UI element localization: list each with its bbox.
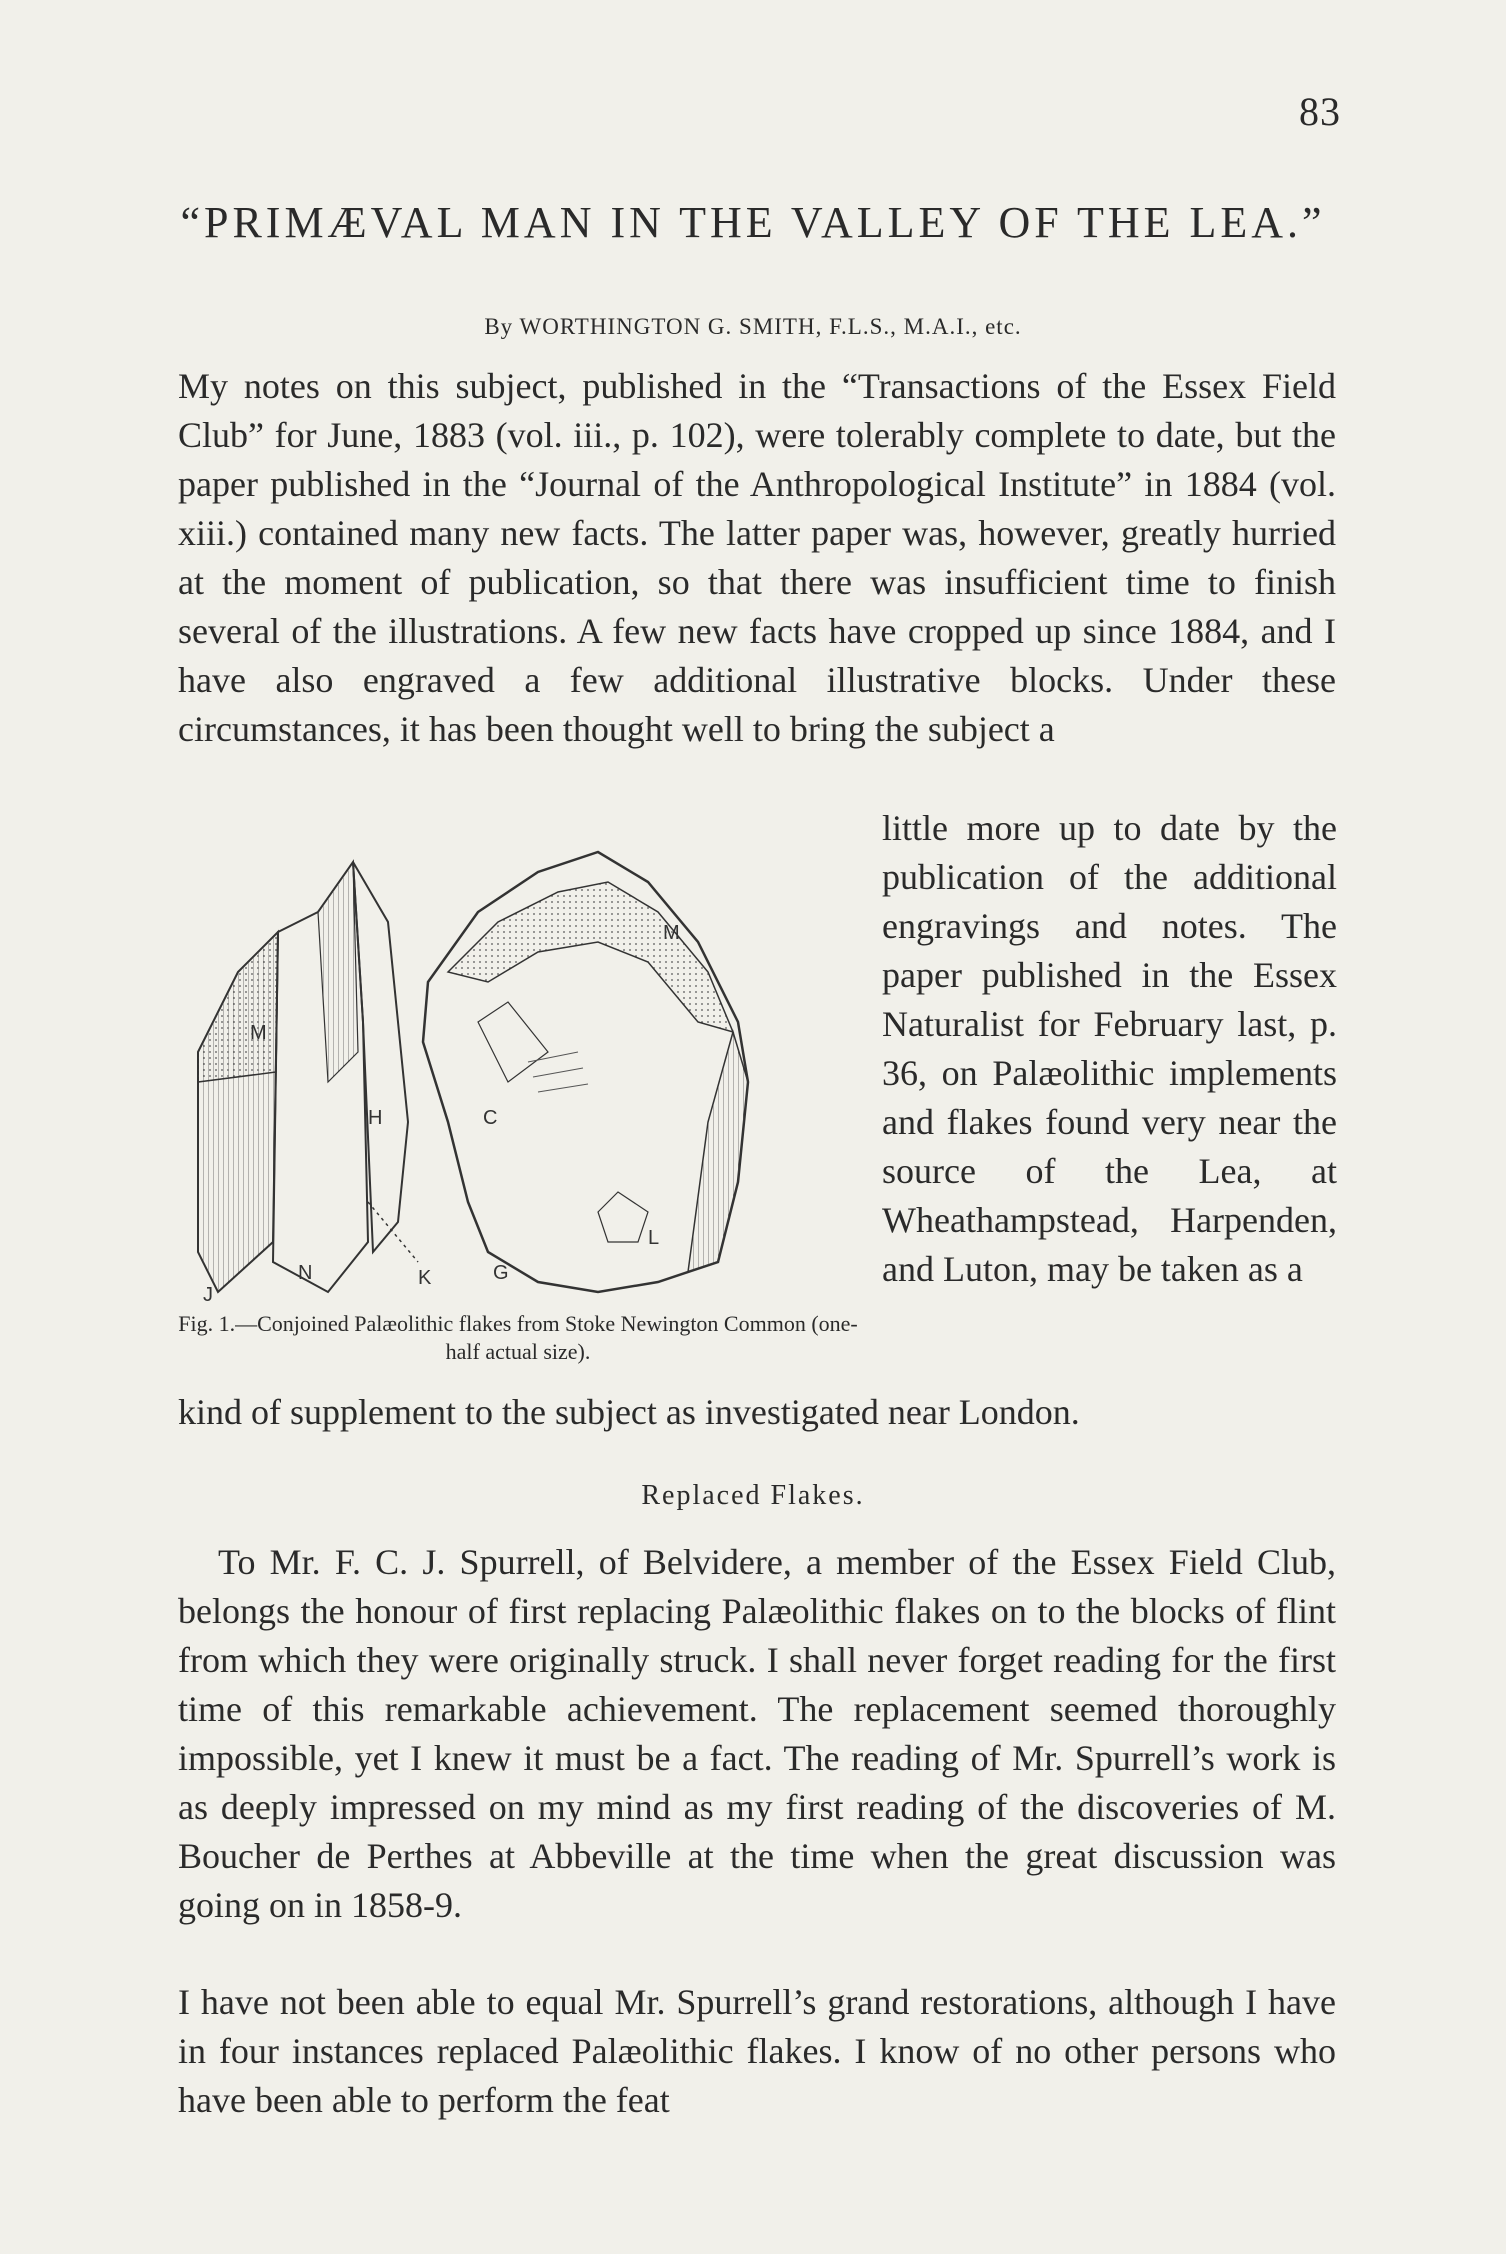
paragraph-intro: My notes on this subject, published in the “Transactions of the Essex Field Club” for June, 1883 (vol. iii., p. 102), were tolerably complete to date, but the paper published in the “Journal of the Anthropological Institute” in 1884 (vol. xiii.) contained many new facts. The latter paper was, however, greatly hurried at the moment of publication, so that there was insufficient time to finish several of the illustrations. A few new facts have cropped up since 1884, and I have also engraved a few additional illustrative blocks. Under these circumstances, it has been thought well to bring the subject a [178, 366, 1336, 749]
paragraph-intro-end: kind of supplement to the subject as investigated near London. [178, 1392, 1080, 1432]
page-number: 83 [1299, 89, 1341, 134]
paragraph-replaced-flakes: To Mr. F. C. J. Spurrell, of Belvidere, a member of the Essex Field Club, belongs the honour of first replacing Palæolithic flakes on to the blocks of flint from which they were originally struck. I shall never forget reading for the first time of this remarkable achievement. The replacement seemed thoroughly impossible, yet I knew it must be a fact. The reading of Mr. Spurrell’s work is as deeply impressed on my mind as my first reading of the discoveries of M. Boucher de Perthes at Abbeville at the time when the great discussion was going on in 1858-9. [178, 1542, 1336, 1925]
section-heading: Replaced Flakes. [641, 1480, 865, 1511]
figure-caption: Fig. 1.—Conjoined Palæolithic flakes from Stoke Newington Common (one-half actual size). [178, 1311, 858, 1364]
label-j: J [203, 1284, 213, 1306]
author-byline: By WORTHINGTON G. SMITH, F.L.S., M.A.I., etc. [484, 314, 1022, 339]
flint-flakes-illustration [178, 822, 858, 1312]
figure [178, 822, 858, 1342]
label-c: C [483, 1107, 498, 1129]
label-l: L [648, 1227, 660, 1249]
article-title: “PRIMÆVAL MAN IN THE VALLEY OF THE LEA.” [180, 198, 1326, 247]
paragraph-restorations: I have not been able to equal Mr. Spurrell’s grand restorations, although I have in four instances replaced Palæolithic flakes. I know of no other persons who have been able to perform the feat [178, 1982, 1336, 2120]
label-h: H [368, 1107, 383, 1129]
label-n: N [298, 1262, 313, 1284]
paragraph-intro-side: little more up to date by the publication of the additional engravings and notes. The paper published in the Essex Naturalist for February last, p. 36, on Palæolithic implements and flakes found very near the source of the Lea, at Wheathampstead, Harpenden, and Luton, may be taken as a [882, 808, 1337, 1289]
label-m-right: M [663, 922, 680, 944]
label-g: G [493, 1262, 509, 1284]
label-k: K [418, 1267, 432, 1289]
label-m-left: M [250, 1022, 267, 1044]
